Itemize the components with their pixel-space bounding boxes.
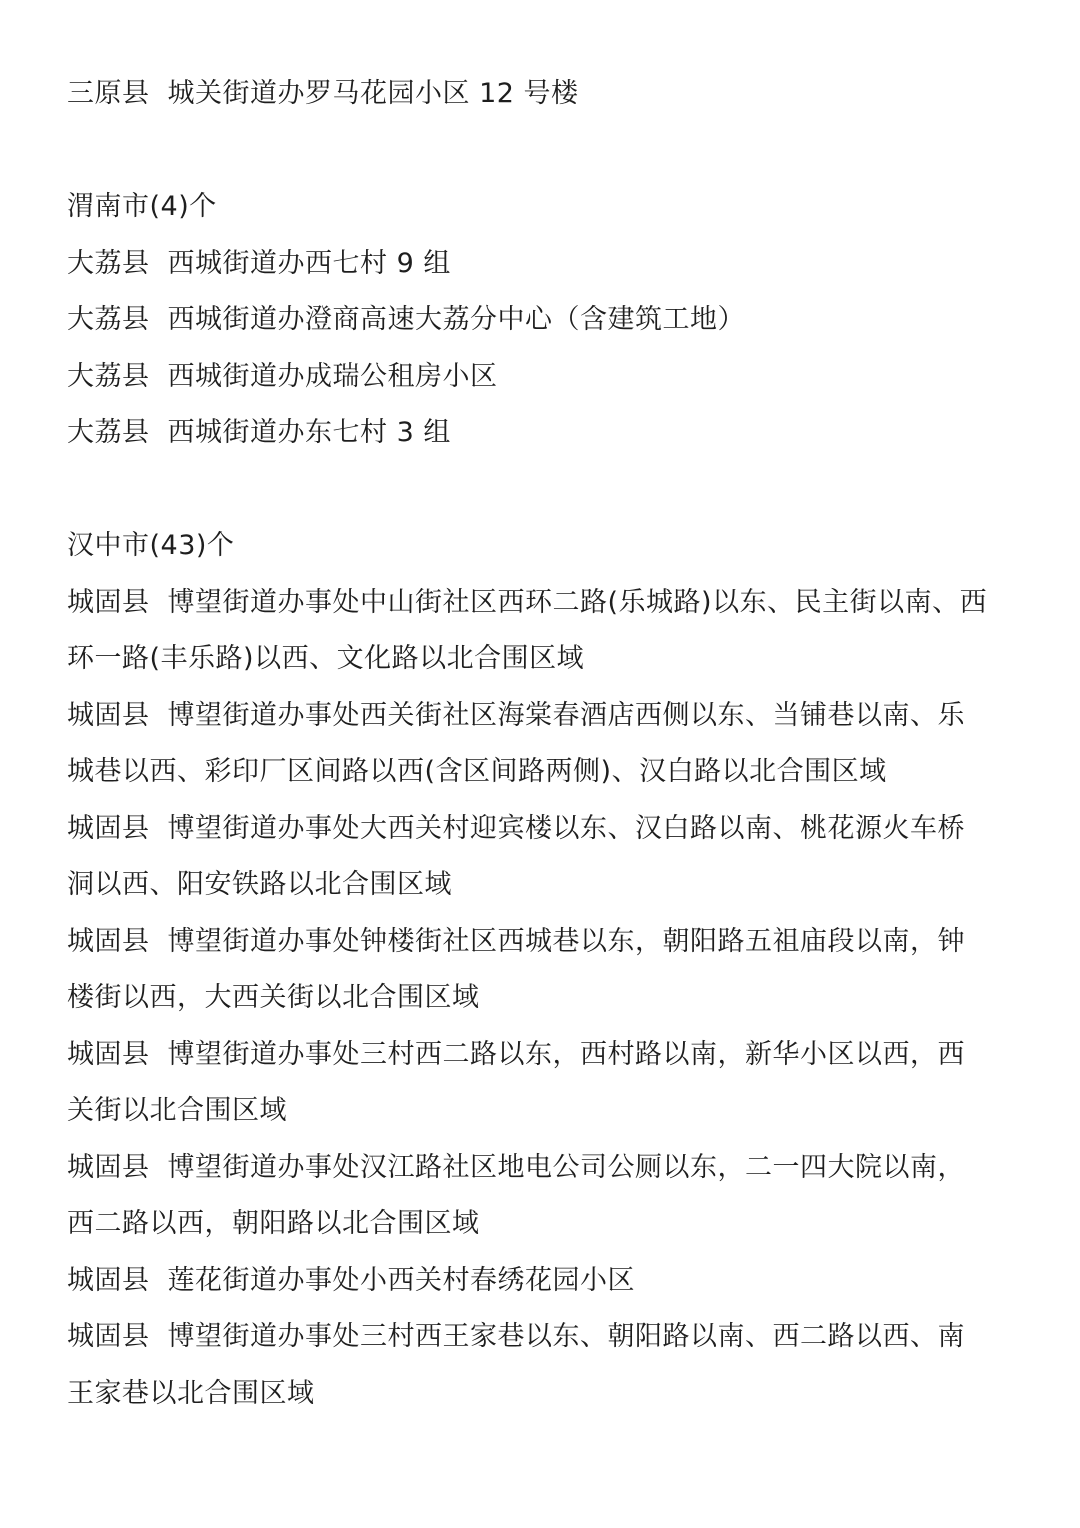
spacer [67,462,1017,519]
county-name: 城固县 [67,1321,150,1352]
section-heading: 渭南市(4)个 [67,191,217,222]
location-text: 莲花街道办事处小西关村春绣花园小区 [167,1264,635,1296]
list-item [67,66,1017,123]
location-text-continued: 环一路(丰乐路)以西、文化路以北合围区域 [67,643,585,674]
county-name: 城固县 [67,925,150,957]
list-item [67,349,1017,406]
spacer [67,123,1017,180]
county-name: 大荔县 [67,417,150,448]
county-name: 城固县 [67,1038,150,1070]
location-text: 博望街道办事处中山街社区西环二路(乐城路)以东、民主街以南、西 [167,586,988,618]
document-page [67,66,1017,1422]
location-text: 西城街道办西七村 9 组 [167,247,451,279]
section-heading: 汉中市(43)个 [67,530,235,561]
location-text: 西城街道办东七村 3 组 [167,417,451,448]
county-name: 城固县 [67,586,150,618]
list-item [67,236,1017,293]
location-text: 博望街道办事处三村西王家巷以东、朝阳路以南、西二路以西、南 [167,1321,965,1352]
location-text: 西城街道办成瑞公租房小区 [167,360,498,392]
location-text-continued: 城巷以西、彩印厂区间路以西(含区间路两侧)、汉白路以北合围区域 [67,756,887,787]
location-text: 西城街道办澄商高速大荔分中心（含建筑工地） [167,304,745,335]
list-item [67,1027,1017,1140]
county-name: 城固县 [67,1151,150,1183]
list-item [67,575,1017,688]
list-item [67,1253,1017,1310]
list-item [67,801,1017,914]
location-text-continued: 西二路以西，朝阳路以北合围区域 [67,1208,480,1239]
location-text: 博望街道办事处汉江路社区地电公司公厕以东，二一四大院以南， [167,1151,965,1183]
county-name: 城固县 [67,812,150,844]
location-text: 博望街道办事处大西关村迎宾楼以东、汉白路以南、桃花源火车桥 [167,812,965,844]
list-item [67,292,1017,349]
list-item [67,688,1017,801]
location-text: 博望街道办事处西关街社区海棠春酒店西侧以东、当铺巷以南、乐 [167,699,965,731]
location-text-continued: 洞以西、阳安铁路以北合围区域 [67,869,452,900]
location-text-continued: 王家巷以北合围区域 [67,1377,315,1409]
location-text-continued: 楼街以西，大西关街以北合围区域 [67,982,480,1013]
county-name: 城固县 [67,1264,150,1296]
location-text: 博望街道办事处三村西二路以东，西村路以南，新华小区以西，西 [167,1038,965,1070]
county-name: 三原县 [67,78,150,109]
location-text: 博望街道办事处钟楼街社区西城巷以东，朝阳路五祖庙段以南，钟 [167,925,965,957]
location-text: 城关街道办罗马花园小区 12 号楼 [167,78,579,109]
list-item [67,1140,1017,1253]
county-name: 大荔县 [67,247,150,279]
list-item [67,405,1017,462]
list-item [67,914,1017,1027]
county-name: 大荔县 [67,304,150,335]
list-item [67,1309,1017,1422]
county-name: 城固县 [67,699,150,731]
county-name: 大荔县 [67,360,150,392]
location-text-continued: 关街以北合围区域 [67,1095,287,1126]
